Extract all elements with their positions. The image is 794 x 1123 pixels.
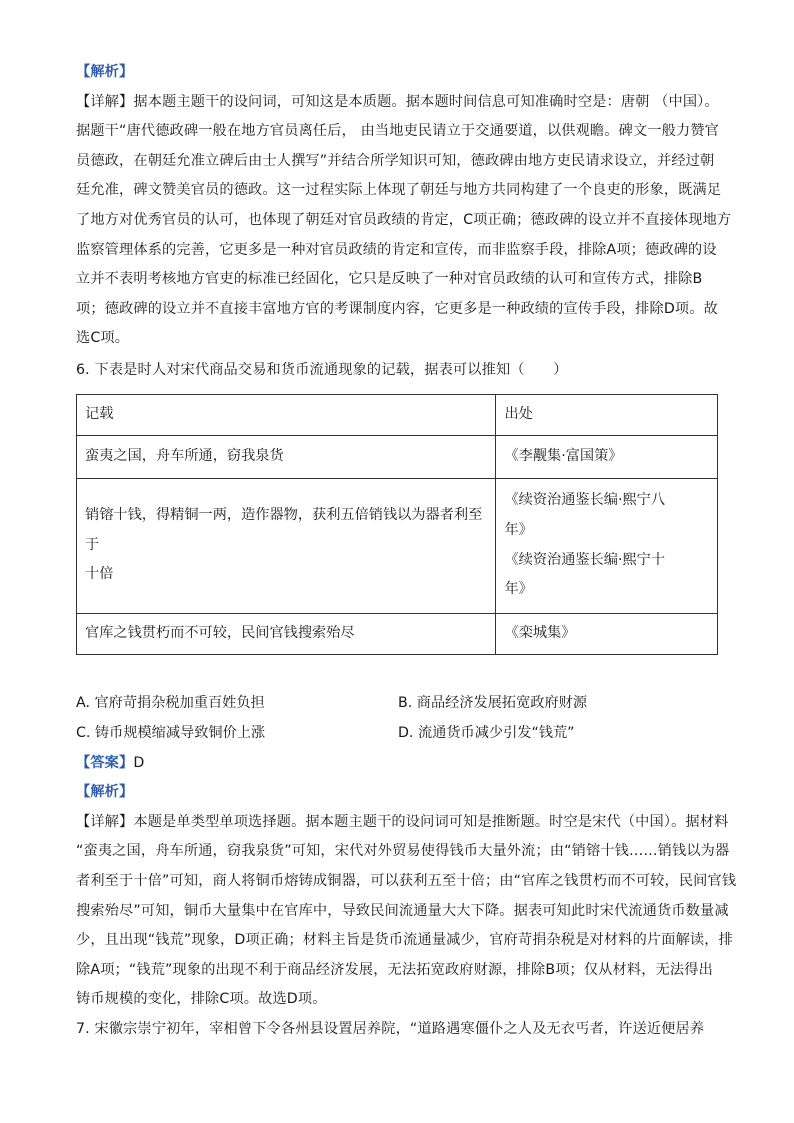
analysis-heading bbox=[76, 58, 718, 88]
option-b: B. 商品经济发展拓宽政府财源 bbox=[398, 694, 588, 711]
source-line: 年》 bbox=[504, 521, 533, 538]
source-cell: 《李觏集·富国策》 bbox=[496, 435, 718, 478]
detail-line: 了地方对优秀官员的认可，也体现了朝廷对官员政绩的肯定，C项正确；德政碑的设立并不直接体现地方 bbox=[76, 211, 732, 228]
analysis-label: 【解析】 bbox=[76, 784, 134, 801]
question-6-title: 6. 下表是时人对宋代商品交易和货币流通现象的记载，据表可以推知（ ） bbox=[76, 361, 568, 378]
source-line: 《续资治通鉴长编·熙宁十 bbox=[504, 551, 666, 568]
record-line: 销镕十钱，得精铜一两，造作器物，获利五倍销钱以为器者利至于 bbox=[85, 507, 483, 553]
options-row bbox=[76, 718, 718, 749]
analysis-heading bbox=[76, 778, 718, 808]
detail-line: 员德政，在朝廷允准立碑后由士人撰写”并结合所学知识可知，德政碑由地方吏民请求设立，并经过朝 bbox=[76, 152, 715, 169]
detail-line: 选C项。 bbox=[76, 330, 130, 347]
detail-line: 【详解】据本题主题干的设问词，可知这是本质题。据本题时间信息可知准确时空是：唐朝 （中国）。 bbox=[76, 93, 719, 110]
question-7-title: 7. 宋徽宗崇宁初年，宰相曾下令各州县设置居养院，“道路遇寒僵仆之人及无衣丐者，许送近便居养 bbox=[76, 1020, 705, 1037]
record-line: 十倍 bbox=[85, 566, 114, 583]
source-cell: 《栾城集》 bbox=[496, 613, 718, 654]
detail-line: 少，且出现“钱荒”现象，D项正确；材料主旨是货币流通量减少，官府苛捐杂税是对材料的片面解读，排 bbox=[76, 932, 733, 949]
detail-line: 项；德政碑的设立并不直接丰富地方官的考课制度内容，它更多是一种政绩的宣传手段，排除D项。故 bbox=[76, 300, 718, 317]
record-cell: 官库之钱贯朽而不可较，民间官钱搜索殆尽 bbox=[77, 613, 496, 654]
record-cell: 蛮夷之国，舟车所通，窃我泉货 bbox=[77, 435, 496, 478]
detail-line: 廷允准，碑文赞美官员的德政。这一过程实际上体现了朝廷与地方共同构建了一个良吏的形象，既满足 bbox=[76, 182, 722, 199]
answer-value: D bbox=[133, 754, 145, 771]
answer-label: 【答案】 bbox=[76, 754, 134, 771]
detail-line: “蛮夷之国，舟车所通，窃我泉货”可知，宋代对外贸易使得钱币大量外流；由“销镕十钱……销钱以为器 bbox=[76, 843, 730, 860]
source-line: 年》 bbox=[504, 581, 533, 598]
detail-line: 立并不表明考核地方官吏的标准已经固化，它只是反映了一种对官员政绩的认可和宣传方式，排除B bbox=[76, 271, 703, 288]
answer-line bbox=[76, 749, 718, 779]
header-record: 记载 bbox=[77, 394, 496, 435]
source-cell bbox=[496, 478, 718, 613]
detail-line: 搜索殆尽”可知，铜币大量集中在官库中，导致民间流通量大大下降。据表可知此时宋代流通货币数量减 bbox=[76, 902, 729, 919]
header-source: 出处 bbox=[496, 394, 718, 435]
detail-line: 除A项；“钱荒”现象的出现不利于商品经济发展，无法拓宽政府财源，排除B项；仅从材料，无法得出 bbox=[76, 961, 713, 978]
table-header-row bbox=[77, 394, 718, 435]
source-line: 《续资治通鉴长编·熙宁八 bbox=[504, 492, 666, 509]
document-page bbox=[76, 58, 737, 1044]
detail-line: 【详解】本题是单类型单项选择题。据本题主题干的设问词可知是推断题。时空是宋代（中国）。据材料 bbox=[76, 813, 729, 830]
detail-line: 者利至于十倍”可知，商人将铜币熔铸成铜器，可以获利五至十倍；由“官库之钱贯朽而不可较，民间官钱 bbox=[76, 872, 737, 889]
analysis-label: 【解析】 bbox=[76, 64, 134, 80]
table-row bbox=[77, 435, 718, 478]
record-cell bbox=[77, 478, 496, 613]
option-c: C. 铸币规模缩减导致铜价上涨 bbox=[76, 725, 266, 742]
detail-line: 铸币规模的变化，排除C项。故选D项。 bbox=[76, 991, 327, 1008]
table-row bbox=[77, 478, 718, 613]
detail-line: 监察管理体系的完善，它更多是一种对官员政绩的肯定和宣传，而非监察手段，排除A项；德政碑的设 bbox=[76, 241, 717, 258]
records-table bbox=[76, 394, 718, 655]
answer-options bbox=[76, 688, 718, 749]
table-row bbox=[77, 613, 718, 654]
option-d: D. 流通货币减少引发“钱荒” bbox=[398, 725, 575, 742]
options-row bbox=[76, 688, 718, 719]
detail-line: 据题干“唐代德政碑一般在地方官员离任后， 由当地吏民请立于交通要道，以供观瞻。碑文一般力赞官 bbox=[76, 123, 720, 140]
option-a: A. 官府苛捐杂税加重百姓负担 bbox=[76, 694, 265, 711]
